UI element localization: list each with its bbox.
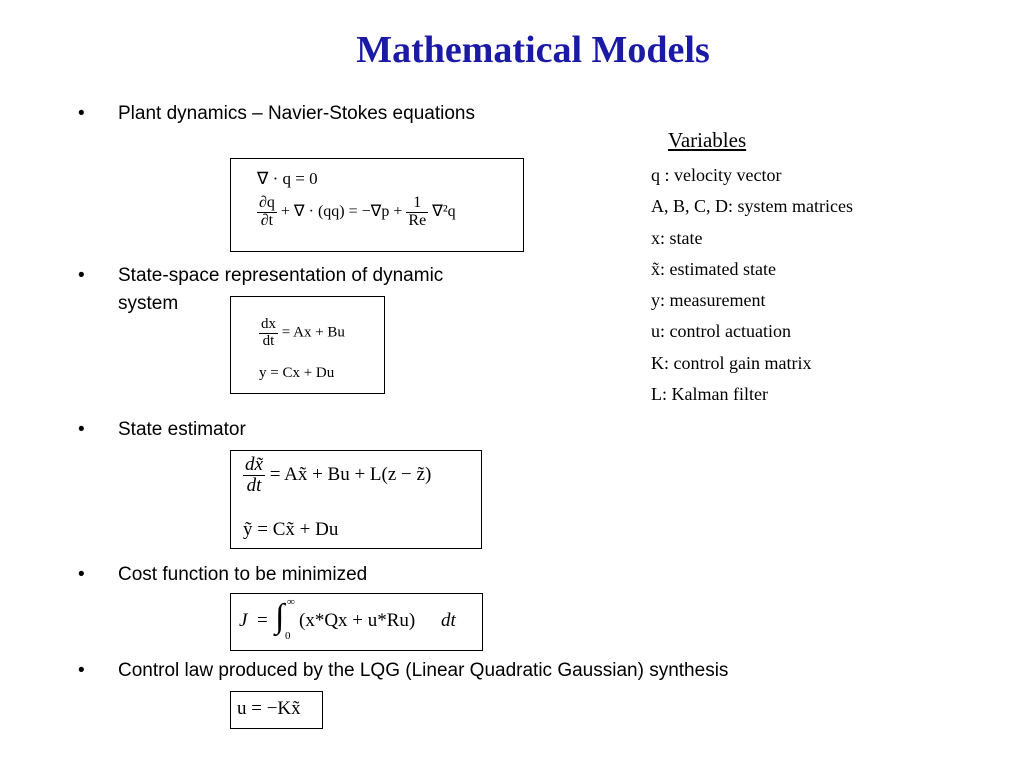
- cost-symbol-j: J: [239, 610, 248, 631]
- variable-x-tilde: x̃: estimated state: [651, 259, 776, 279]
- variable-u: u: control actuation: [651, 321, 791, 341]
- dx-tilde-numerator: dx̃: [245, 454, 263, 475]
- bullet-dot: •: [78, 564, 85, 585]
- control-law-equation-box: [230, 691, 323, 729]
- variable-x: x: state: [651, 228, 703, 248]
- variables-heading: Variables: [668, 128, 747, 152]
- bullet-text: State-space representation of dynamic: [118, 265, 444, 286]
- bullet-dot: •: [78, 660, 85, 681]
- bullet-dot: •: [78, 419, 85, 440]
- estimator-state-rhs: = Ax̃ + Bu + L(z − z̃): [269, 463, 432, 485]
- dt-denominator: ∂t: [260, 211, 274, 229]
- re-denominator: Re: [408, 211, 427, 229]
- integral-upper-limit: ∞: [287, 596, 295, 608]
- variable-k: K: control gain matrix: [651, 353, 812, 373]
- cost-function-equation-box: [230, 593, 483, 651]
- state-estimator-equation-box: [230, 450, 482, 549]
- laplacian-term: ∇²q: [432, 202, 456, 220]
- variable-y: y: measurement: [651, 290, 766, 310]
- dx-numerator: dx: [261, 316, 276, 332]
- integral-sign: ∫: [275, 598, 285, 635]
- variable-l: L: Kalman filter: [651, 384, 768, 404]
- one-numerator: 1: [406, 195, 428, 213]
- momentum-rhs: + ∇ · (qq) = −∇p +: [280, 202, 407, 220]
- bullet-dot: •: [78, 103, 85, 124]
- state-equation: [259, 317, 345, 350]
- continuity-equation: ∇ · q = 0: [257, 169, 318, 188]
- estimator-output-equation: ỹ = Cx̃ + Du: [243, 519, 339, 540]
- bullet-text-continued: system: [118, 293, 179, 314]
- bullet-text: State estimator: [118, 419, 246, 440]
- state-space-equation-box: [230, 296, 385, 394]
- output-equation: y = Cx + Du: [259, 365, 335, 381]
- bullet-text: Cost function to be minimized: [118, 564, 368, 585]
- navier-stokes-equation-box: [230, 158, 524, 252]
- dt-denominator: dt: [262, 332, 275, 349]
- bullet-text: Control law produced by the LQG (Linear Quadratic Gaussian) synthesis: [118, 660, 729, 681]
- page-title: Mathematical Models: [356, 29, 710, 71]
- estimator-state-equation: [243, 455, 431, 496]
- variable-q: q : velocity vector: [651, 165, 782, 185]
- cost-integrand: (x*Qx + u*Ru): [299, 610, 416, 631]
- integral-lower-limit: 0: [285, 630, 291, 642]
- cost-equals: =: [257, 610, 268, 631]
- variable-system-matrices: A, B, C, D: system matrices: [651, 196, 853, 216]
- bullet-dot: •: [78, 265, 85, 286]
- cost-dt: dt: [441, 610, 456, 631]
- state-equation-rhs: = Ax + Bu: [281, 324, 345, 341]
- momentum-equation: [257, 195, 456, 230]
- dt-denominator: dt: [246, 474, 262, 496]
- control-law-equation: u = −Kx̃: [237, 698, 301, 719]
- bullet-text: Plant dynamics – Navier-Stokes equations: [118, 103, 475, 124]
- dq-numerator: ∂q: [259, 194, 275, 211]
